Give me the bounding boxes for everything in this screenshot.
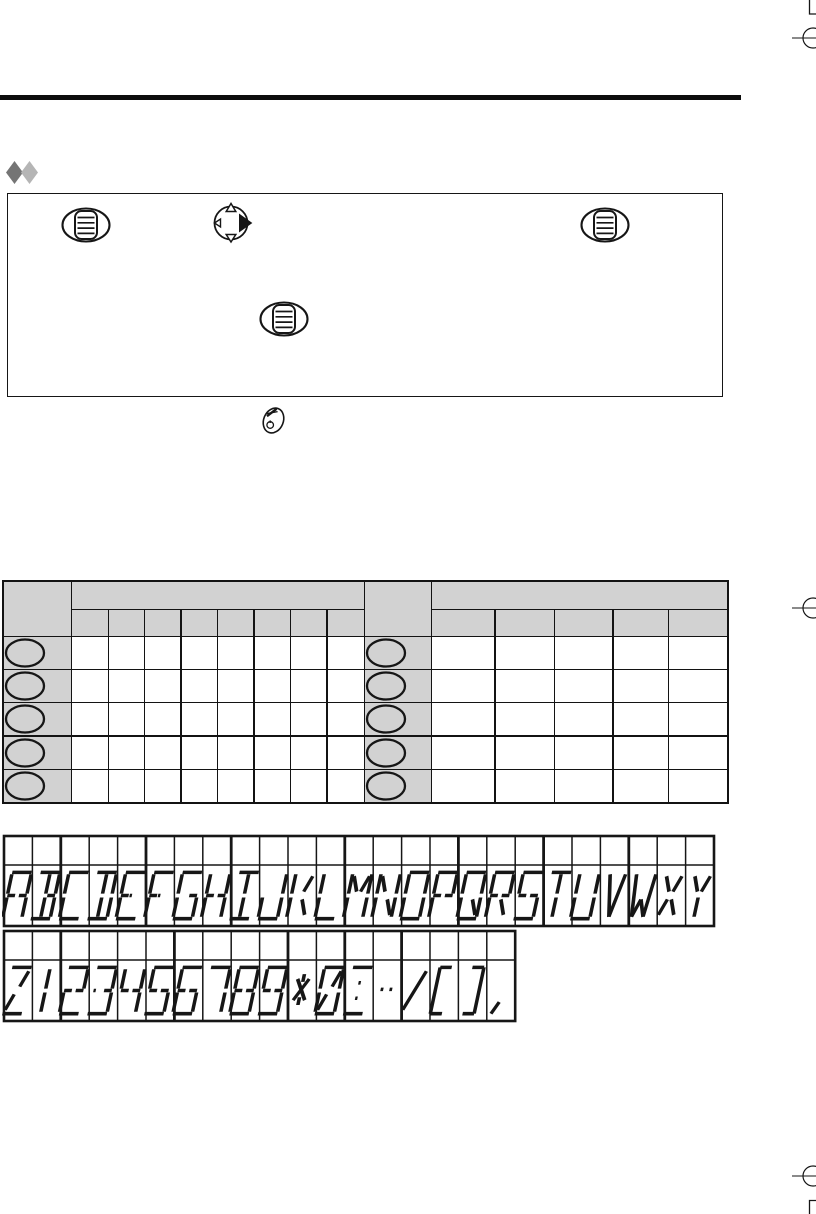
character-cell (217, 669, 254, 702)
character-cell (327, 702, 364, 736)
character-cell (327, 669, 364, 702)
character-cell (290, 669, 327, 702)
character-cell (554, 769, 613, 803)
subcolumn-header (431, 609, 495, 636)
key-column-header-right (364, 581, 431, 636)
lcd-glyph (88, 967, 117, 1013)
lcd-glyph (31, 872, 60, 918)
lcd-glyph (457, 872, 486, 918)
character-cell (495, 702, 554, 736)
character-cell (554, 736, 613, 770)
dial-key-cell (3, 736, 71, 770)
lcd-glyph (3, 872, 32, 916)
subcolumn-header (327, 609, 364, 636)
lcd-glyph (59, 872, 88, 918)
character-cell (254, 736, 290, 770)
dial-key-circle-icon (365, 737, 407, 769)
lcd-glyph (542, 872, 571, 916)
lcd-glyph (315, 874, 344, 918)
character-cell (108, 702, 144, 736)
lcd-glyph (570, 874, 599, 918)
character-cell (431, 636, 495, 669)
character-cell (613, 669, 668, 702)
character-cell (431, 769, 495, 803)
character-cell (108, 769, 144, 803)
registration-target-bottom (792, 1163, 816, 1189)
lcd-glyph (173, 967, 202, 1013)
subcolumn-header (495, 609, 554, 636)
lcd-glyph (400, 872, 429, 918)
dial-key-cell (364, 669, 431, 702)
menu-key-icon (60, 206, 112, 244)
menu-key-icon (258, 300, 310, 338)
character-cell (144, 702, 181, 736)
character-cell (181, 736, 217, 770)
lcd-glyph (403, 971, 427, 1010)
corner-crop-mark-top (794, 0, 816, 20)
character-cell (217, 769, 254, 803)
character-cell (327, 736, 364, 770)
subcolumn-header (144, 609, 181, 636)
right-group-header (431, 581, 728, 609)
lcd-glyph (686, 876, 710, 917)
corner-crop-mark-bottom (794, 1194, 816, 1214)
character-cell (290, 636, 327, 669)
lcd-glyph (514, 872, 543, 918)
character-cell (290, 769, 327, 803)
lcd-glyph (88, 872, 117, 918)
character-cell (217, 702, 254, 736)
table-row (3, 702, 728, 736)
menu-key-icon (579, 206, 631, 244)
dial-key-circle-icon (365, 637, 407, 669)
character-cell (254, 769, 290, 803)
character-cell (108, 636, 144, 669)
character-cell (144, 669, 181, 702)
dial-key-circle-icon (365, 770, 407, 802)
character-cell (254, 636, 290, 669)
dial-key-cell (364, 702, 431, 736)
character-cell (613, 769, 668, 803)
lcd-glyph (343, 967, 372, 1013)
character-cell (613, 636, 668, 669)
lcd-glyph (230, 967, 259, 1013)
lcd-glyph (491, 1002, 499, 1014)
character-cell (71, 636, 108, 669)
subcolumn-header (668, 609, 728, 636)
character-cell (290, 736, 327, 770)
subcolumn-header (71, 609, 108, 636)
character-cell (554, 636, 613, 669)
lcd-character-chart-row2 (2, 929, 517, 1023)
lcd-glyph (463, 967, 484, 1013)
character-cell (217, 736, 254, 770)
lcd-glyph (287, 874, 313, 916)
key-column-header-left (3, 581, 71, 636)
left-group-header (71, 581, 364, 609)
dial-key-circle-icon (365, 670, 407, 702)
dial-key-cell (364, 736, 431, 770)
character-cell (668, 669, 728, 702)
dial-key-cell (3, 636, 71, 669)
character-cell (327, 769, 364, 803)
lcd-character-chart-row1 (2, 834, 716, 928)
character-cell (554, 669, 613, 702)
character-cell (554, 702, 613, 736)
section-diamond-light (21, 161, 38, 184)
character-cell (144, 736, 181, 770)
lcd-glyph (144, 967, 173, 1013)
lcd-glyph (258, 874, 287, 918)
character-cell (108, 736, 144, 770)
lcd-glyph (41, 969, 50, 1011)
character-cell (495, 736, 554, 770)
section-rule (0, 95, 741, 100)
registration-target-middle (792, 595, 816, 621)
lcd-glyph (2, 967, 31, 1013)
lcd-glyph (116, 969, 144, 1011)
character-cell (254, 669, 290, 702)
character-cell (71, 736, 108, 770)
lcd-glyph (173, 872, 202, 918)
character-cell (431, 736, 495, 770)
character-cell (495, 669, 554, 702)
subcolumn-header (613, 609, 668, 636)
lcd-glyph (230, 872, 259, 918)
lcd-glyph (658, 876, 682, 915)
character-cell (144, 636, 181, 669)
character-cell (495, 636, 554, 669)
lcd-glyph (486, 872, 515, 916)
dial-key-cell (3, 702, 71, 736)
stop-power-key-icon (258, 403, 290, 437)
character-cell (71, 769, 108, 803)
key-character-table (2, 580, 729, 804)
dial-key-cell (364, 769, 431, 803)
subcolumn-header (554, 609, 613, 636)
lcd-glyph (145, 872, 174, 916)
lcd-glyph (202, 967, 231, 1011)
character-cell (431, 702, 495, 736)
character-cell (181, 636, 217, 669)
instruction-panel (7, 193, 723, 397)
character-cell (613, 702, 668, 736)
dial-key-circle-icon (365, 703, 407, 735)
subcolumn-header (217, 609, 254, 636)
lcd-glyph (292, 974, 310, 1005)
character-cell (327, 636, 364, 669)
character-cell (181, 702, 217, 736)
lcd-glyph (202, 874, 230, 916)
subcolumn-header (108, 609, 144, 636)
character-cell (108, 669, 144, 702)
dial-key-circle-icon (4, 670, 46, 702)
dial-key-cell (364, 636, 431, 669)
character-cell (217, 636, 254, 669)
table-row (3, 769, 728, 803)
key-character-table-grid (2, 580, 729, 804)
lcd-glyph (628, 874, 656, 916)
character-cell (431, 669, 495, 702)
navigator-key-icon (209, 200, 257, 246)
character-cell (668, 636, 728, 669)
character-cell (495, 769, 554, 803)
registration-target-top (792, 25, 816, 51)
subcolumn-header (254, 609, 290, 636)
lcd-glyph (59, 967, 88, 1013)
dial-key-circle-icon (4, 737, 46, 769)
dial-key-cell (3, 669, 71, 702)
dial-key-circle-icon (4, 770, 46, 802)
character-cell (181, 769, 217, 803)
character-cell (71, 669, 108, 702)
lcd-glyph (116, 872, 145, 918)
dial-key-circle-icon (4, 637, 46, 669)
lcd-glyph (430, 967, 451, 1013)
lcd-glyph (315, 967, 344, 1013)
subcolumn-header (290, 609, 327, 636)
lcd-glyph (258, 967, 287, 1013)
character-cell (668, 736, 728, 770)
character-cell (144, 769, 181, 803)
character-cell (254, 702, 290, 736)
lcd-glyph (344, 874, 372, 916)
character-cell (71, 702, 108, 736)
dial-key-cell (3, 769, 71, 803)
dial-key-circle-icon (4, 703, 46, 735)
lcd-glyph (429, 872, 458, 916)
table-row (3, 669, 728, 702)
table-row (3, 636, 728, 669)
character-cell (181, 669, 217, 702)
subcolumn-header (181, 609, 217, 636)
character-cell (668, 702, 728, 736)
lcd-glyph (372, 874, 400, 916)
character-cell (613, 736, 668, 770)
character-cell (290, 702, 327, 736)
lcd-glyph (601, 874, 625, 916)
character-cell (668, 769, 728, 803)
table-row (3, 736, 728, 770)
